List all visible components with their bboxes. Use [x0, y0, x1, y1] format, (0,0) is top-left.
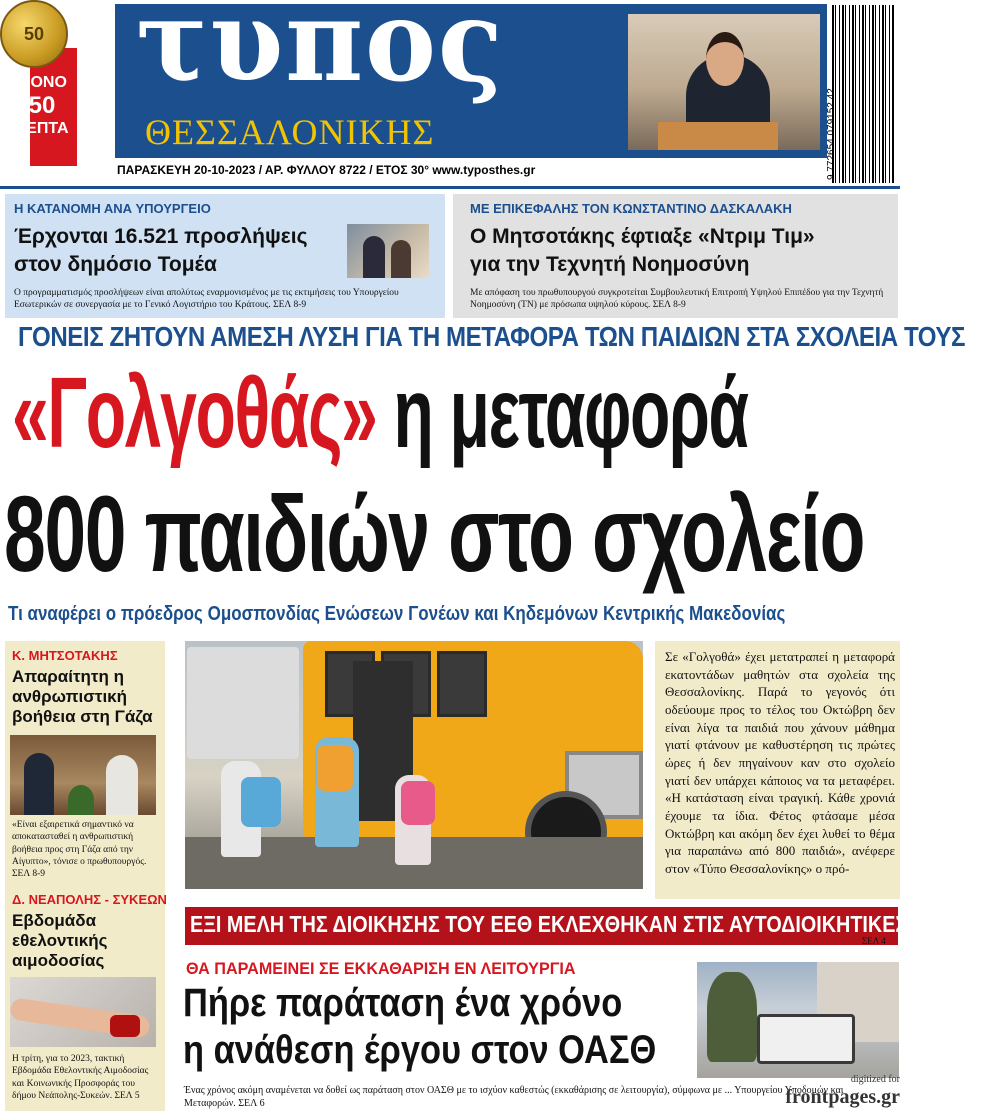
left-story1-text: «Είναι εξαιρετικά σημαντικό να αποκατασταθεί η ανθρωπιστική βοήθεια προς στη Γάζα από την Αίγυπτο», τόνισε ο πρωθυπουργός. ΣΕΛ 8-9	[12, 820, 147, 880]
watermark	[768, 1075, 900, 1107]
bottom-title-line1: Πήρε παράταση ένα χρόνο	[183, 981, 623, 1025]
left-story2-photo	[10, 977, 156, 1047]
main-headline-line1[interactable]	[12, 357, 748, 469]
main-photo[interactable]	[185, 641, 643, 889]
masthead-divider	[0, 186, 900, 189]
top-left-title-line2[interactable]: στον δημόσιο Τομέα	[14, 253, 217, 276]
headline-black: η μεταφορά	[376, 357, 748, 469]
main-story-body: Σε «Γολγοθά» έχει μετατραπεί η μεταφορά εκατοντάδων μαθητών στα σχολεία της Θεσσαλονίκης. Παρά το γεγονός ότι οδεύουμε προς το τέλος του Οκτώβρη δεν είναι λίγα τα παιδιά που χάνουν μάθημα γιατί φτάνουν με καθυστέρηση τις πρώτες ώρες ή δεν πηγαίνουν καν στο σχολείο γιατί δεν υπάρχει κάποιος να τα μεταφέρει. «Η κατάσταση είναι τραγική. Κάθε χρονιά έχουμε τα ίδια. Φέτος φτάσαμε μέσα Οκτώβρη και ακόμη δεν έχει λυθεί το θέμα για παραπάνω από 800 παιδιά», ανέφερε στον «Τύπο Θεσσαλονίκης» ο πρό-	[665, 649, 895, 877]
price-line1: ΜΟΝΟ	[17, 74, 67, 91]
price-line3: ΛΕΠΤΑ	[15, 119, 69, 137]
masthead-photo[interactable]	[628, 14, 820, 150]
left-story1-photo	[10, 735, 156, 815]
price-label	[2, 74, 82, 138]
dateline: ΠΑΡΑΣΚΕΥΗ 20-10-2023 / ΑΡ. ΦΥΛΛΟΥ 8722 / ΕΤΟΣ 30° www.typosthes.gr	[117, 163, 536, 177]
top-left-kicker: Η ΚΑΤΑΝΟΜΗ ΑΝΑ ΥΠΟΥΡΓΕΙΟ	[14, 201, 211, 216]
bottom-story-photo	[697, 962, 899, 1078]
bottom-story-kicker: ΘΑ ΠΑΡΑΜΕΙΝΕΙ ΣΕ ΕΚΚΑΘΑΡΙΣΗ ΕΝ ΛΕΙΤΟΥΡΓΙΑ	[186, 959, 576, 978]
main-subhead: Τι αναφέρει ο πρόεδρος Ομοσπονδίας Ενώσεων Γονέων και Κηδεμόνων Κεντρικής Μακεδονίας	[8, 603, 786, 625]
watermark-line1: digitized for	[850, 1074, 900, 1085]
newspaper-subtitle: ΘΕΣΣΑΛΟΝΙΚΗΣ	[145, 112, 435, 152]
watermark-line2: frontpages.gr	[785, 1086, 900, 1108]
headline-red: «Γολγοθάς»	[12, 357, 377, 469]
left-story2-text: Η τρίτη, για το 2023, τακτική Εβδομάδα Εθελοντικής Αιμοδοσίας και Κοινωνικής Προσφοράς του δήμου Νεάπολης-Συκεών. ΣΕΛ 5	[12, 1054, 149, 1102]
left-story1-kicker: Κ. ΜΗΤΣΟΤΑΚΗΣ	[12, 648, 118, 663]
top-left-text: Ο προγραμματισμός προσλήψεων είναι απολύτως εναρμονισμένος με τις εκτιμήσεις του Υπουργείου Εσωτερικών σε συνεργασία με το Γενικό Λογιστήριο του Κράτους. ΣΕΛ 8-9	[14, 288, 399, 311]
barcode-number: 9 772654 079152 42	[826, 88, 837, 180]
red-banner-text: ΕΞΙ ΜΕΛΗ ΤΗΣ ΔΙΟΙΚΗΣΗΣ ΤΟΥ ΕΕΘ ΕΚΛΕΧΘΗΚΑΝ ΣΤΙΣ ΑΥΤΟΔΙΟΙΚΗΤΙΚΕΣ ΕΚΛΟΓΕΣ	[190, 911, 1005, 937]
coin-value: 50	[23, 23, 45, 44]
top-right-kicker: ΜΕ ΕΠΙΚΕΦΑΛΗΣ ΤΟΝ ΚΩΝΣΤΑΝΤΙΝΟ ΔΑΣΚΑΛΑΚΗ	[470, 201, 792, 216]
red-banner-page-ref: ΣΕΛ 4	[862, 936, 886, 946]
left-story2-title[interactable]: Εβδομάδα εθελοντικής αιμοδοσίας	[12, 911, 108, 971]
newspaper-logo[interactable]: τυπος	[136, 0, 505, 107]
top-right-text: Με απόφαση του πρωθυπουργού συγκροτείται Συμβουλευτική Επιτροπή Υψηλού Επιπέδου για την Τεχνητή Νοημοσύνη (ΤΝ) με πρόσωπα υψηλού κύρους. ΣΕΛ 8-9	[470, 288, 884, 311]
main-kicker: ΓΟΝΕΙΣ ΖΗΤΟΥΝ ΑΜΕΣΗ ΛΥΣΗ ΓΙΑ ΤΗ ΜΕΤΑΦΟΡΑ ΤΩΝ ΠΑΙΔΙΩΝ ΣΤΑ ΣΧΟΛΕΙΑ ΤΟΥΣ	[18, 321, 966, 352]
top-right-title-line2[interactable]: για την Τεχνητή Νοημοσύνη	[470, 253, 750, 276]
main-headline-line2[interactable]: 800 παιδιών στο σχολείο	[4, 473, 865, 594]
left-story2-kicker: Δ. ΝΕΑΠΟΛΗΣ - ΣΥΚΕΩΝ	[12, 892, 167, 907]
top-left-photo	[347, 224, 429, 278]
left-story1-title[interactable]: Απαραίτητη η ανθρωπιστική βοήθεια στη Γάζα	[12, 667, 153, 727]
bottom-title-line2: η ανάθεση έργου στον ΟΑΣΘ	[183, 1028, 657, 1073]
bottom-story-text: Ένας χρόνος ακόμη αναμένεται να δοθεί ως παράταση στον ΟΑΣΘ με το ισχύον καθεστώς (εκκαθάρισης σε λειτουργία), σύμφωνα με ... Υπουργείου Υποδομών και Μεταφορών. ΣΕΛ 6	[184, 1085, 844, 1109]
coin-icon	[0, 0, 68, 68]
price-line2: 50	[28, 92, 56, 120]
bottom-story-title[interactable]	[183, 980, 656, 1074]
top-right-title-line1[interactable]: Ο Μητσοτάκης έφτιαξε «Ντριμ Τιμ»	[470, 225, 815, 248]
top-left-title-line1[interactable]: Έρχονται 16.521 προσλήψεις	[14, 225, 308, 248]
